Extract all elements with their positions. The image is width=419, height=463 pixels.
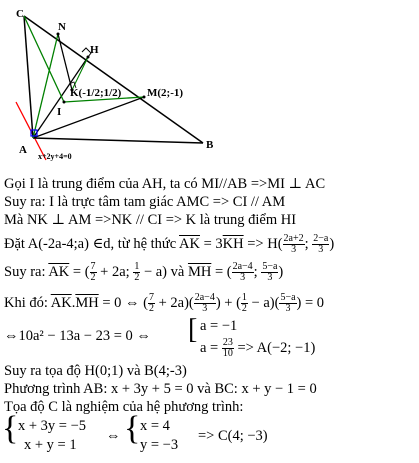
system-eq-2: x + y = 1 xyxy=(24,437,77,453)
label-a: A xyxy=(19,144,27,156)
system-brace-1: { xyxy=(2,410,19,447)
solution-a1: a = −1 xyxy=(200,318,238,334)
text-line-4: Đặt A(-2a-4;a) ∈d, từ hệ thức $\overline{AK} = 3\overline{KH} => H$( $\frac{2a+2}{3}$ ; $\frac{2-a}{3}$ ) xyxy=(4,233,335,255)
text-line-3: Mà NK ⊥ AM =>NK // CI => K là trung điểm HI xyxy=(4,212,297,228)
system-brace-2: { xyxy=(124,410,141,447)
segment-na xyxy=(33,34,58,138)
solution-a2: a = $\frac{23}{10}$ => A(−2; −1) xyxy=(200,337,316,359)
text-line-1: Gọi I là trung điểm của AH, ta có MI//AB =>MI ⊥ AC xyxy=(4,176,326,192)
text-line-6: Khi đó: $\overline{AK}.\overline{MH} = 0$ ⇔ ( $\frac{7}{2}$ + 2a)( $\frac{2a-4}{3}$ ) + ( $\frac{1}{2}$ − a)( $\frac{5-a}{3}$ ) = 0 xyxy=(4,292,325,314)
label-c: C xyxy=(16,8,24,20)
label-h: H xyxy=(90,44,99,56)
label-i: I xyxy=(57,106,62,118)
label-b: B xyxy=(206,139,214,151)
segment-hk xyxy=(72,57,88,90)
text-line-5: Suy ra: $\overline{AK}$ = ( $\frac{7}{2}$ + 2a; $\frac{1}{2}$ − a) và $\overline{MH}$ = ( $\frac{2a-4}{3}$ ; $\frac{5-a}{3}$ ) xyxy=(4,261,284,283)
label-n: N xyxy=(58,21,66,33)
label-line-d: x+2y+4=0 xyxy=(38,152,72,161)
segment-cb xyxy=(24,16,203,143)
text-line-7: ⇔10a² − 13a − 23 = 0 ⇔ xyxy=(4,328,151,344)
system-equiv: ⇔ xyxy=(106,428,121,444)
label-k: K(-1/2;1/2) xyxy=(70,87,122,99)
segment-am xyxy=(33,97,144,138)
system-eq-1: x + 3y = −5 xyxy=(18,418,87,434)
system-sol-1: x = 4 xyxy=(140,418,170,434)
geometry-figure xyxy=(0,0,240,170)
label-m: M(2;-1) xyxy=(147,87,184,99)
system-sol-2: y = −3 xyxy=(140,437,179,453)
text-line-8: Suy ra tọa độ H(0;1) và B(4;-3) xyxy=(4,363,187,379)
segment-nk xyxy=(58,34,72,90)
segment-ab xyxy=(33,138,203,143)
text-line-2: Suy ra: I là trực tâm tam giác AMC => CI // AM xyxy=(4,194,286,210)
system-bracket-1: [ xyxy=(188,314,198,345)
text-line-9: Phương trình AB: x + 3y + 5 = 0 và BC: x + y − 1 = 0 xyxy=(4,381,317,397)
text-line-10: Tọa độ C là nghiệm của hệ phương trình: xyxy=(4,399,244,415)
system-result: => C(4; −3) xyxy=(198,428,268,444)
